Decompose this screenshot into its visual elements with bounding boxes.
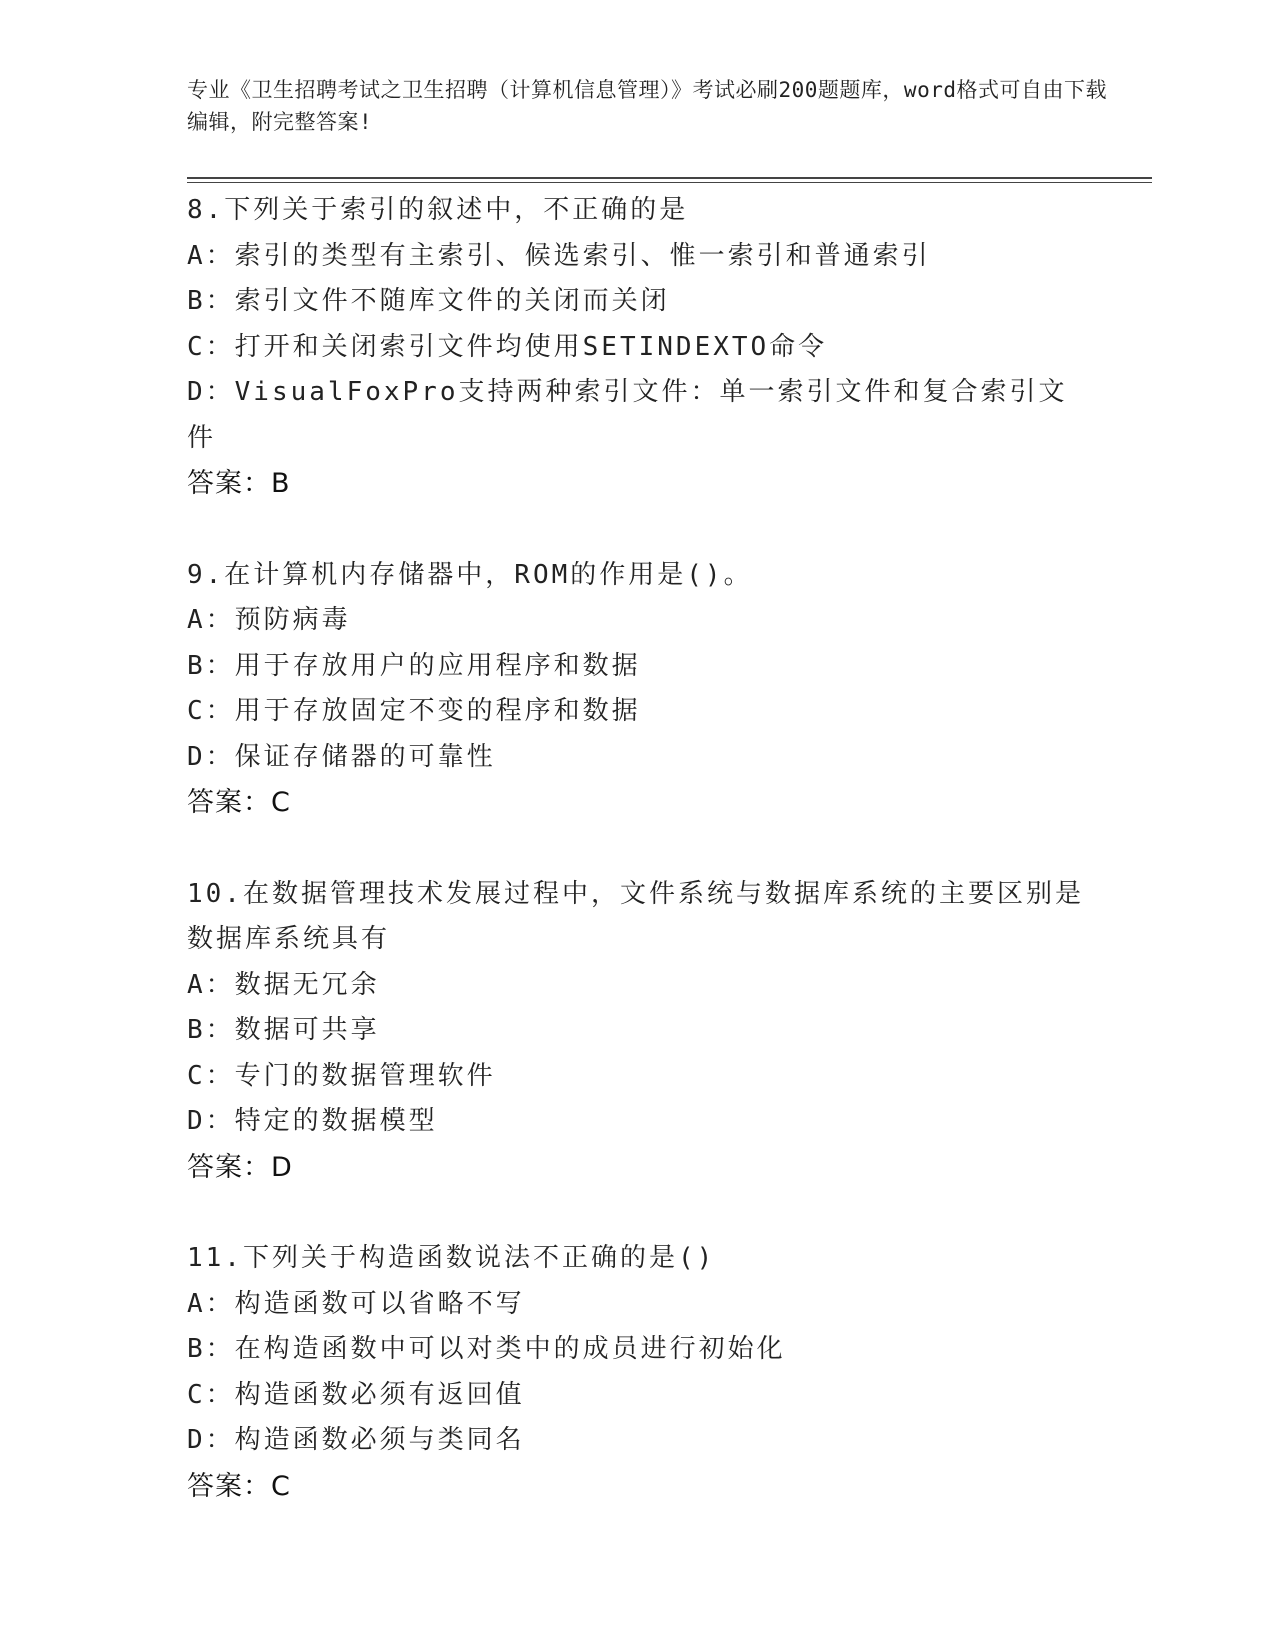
option-c: C：专门的数据管理软件 [187, 1060, 496, 1091]
option-d: D：VisualFoxPro支持两种索引文件：单一索引文件和复合索引文件 [187, 377, 1068, 453]
question-8 [187, 188, 1087, 507]
option-a: A：预防病毒 [187, 605, 351, 635]
document-intro: 专业《卫生招聘考试之卫生招聘（计算机信息管理）》考试必刷200题题库，word格式可自由下载编辑，附完整答案! [187, 78, 1107, 134]
header-divider-thin [187, 182, 1152, 183]
option-c: C：用于存放固定不变的程序和数据 [187, 696, 641, 726]
option-d: D：保证存储器的可靠性 [187, 741, 496, 772]
option-b: B：用于存放用户的应用程序和数据 [187, 650, 641, 681]
option-b: B：数据可共享 [187, 1015, 380, 1045]
answer-line: 答案：B [187, 468, 291, 499]
answer-line: 答案：C [187, 1470, 291, 1502]
option-d: D：特定的数据模型 [187, 1106, 438, 1136]
option-a: A：构造函数可以省略不写 [187, 1288, 525, 1319]
question-list [187, 188, 1087, 1509]
option-c: C：构造函数必须有返回值 [187, 1379, 525, 1410]
question-9 [187, 553, 1087, 826]
question-stem: 10.在数据管理技术发展过程中，文件系统与数据库系统的主要区别是数据库系统具有 [187, 878, 1084, 954]
question-10 [187, 872, 1087, 1191]
question-stem: 9.在计算机内存储器中，ROM的作用是()。 [187, 559, 753, 590]
answer-line: 答案：C [187, 787, 291, 818]
option-c: C：打开和关闭索引文件均使用SETINDEXTO命令 [187, 331, 828, 362]
option-a: A：索引的类型有主索引、候选索引、惟一索引和普通索引 [187, 240, 931, 271]
header-divider-thick [187, 177, 1152, 179]
question-stem: 8.下列关于索引的叙述中，不正确的是 [187, 195, 689, 225]
option-a: A：数据无冗余 [187, 969, 380, 1000]
option-b: B：在构造函数中可以对类中的成员进行初始化 [187, 1334, 786, 1364]
question-stem: 11.下列关于构造函数说法不正确的是() [187, 1243, 716, 1273]
question-11 [187, 1236, 1087, 1509]
answer-line: 答案：D [187, 1151, 293, 1183]
option-d: D：构造函数必须与类同名 [187, 1425, 525, 1455]
option-b: B：索引文件不随库文件的关闭而关闭 [187, 286, 670, 316]
